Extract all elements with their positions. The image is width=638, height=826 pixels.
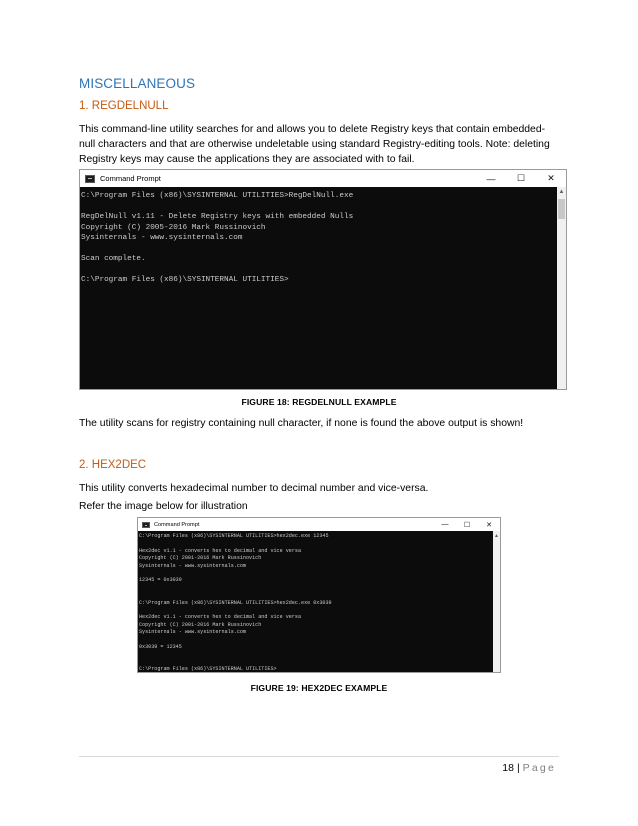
console-output — [138, 533, 493, 672]
console-line: C:\Program Files (x86)\SYSINTERNAL UTILITIES> — [139, 666, 277, 673]
heading-hex2dec: 2. HEX2DEC — [79, 459, 147, 471]
maximize-button[interactable]: ☐ — [463, 521, 471, 529]
window-controls — [434, 518, 500, 531]
console-line: C:\Program Files (x86)\SYSINTERNAL UTILITIES>hex2dec.exe 12345 — [139, 533, 329, 539]
figure-caption-19: FIGURE 19: HEX2DEC EXAMPLE — [250, 683, 388, 693]
console-line: Sysinternals - www.sysinternals.com — [139, 629, 246, 636]
minimize-button[interactable]: — — [486, 173, 496, 184]
console-line — [139, 585, 493, 592]
vertical-scrollbar[interactable] — [557, 187, 566, 389]
page-number: 18 — [502, 762, 514, 774]
scrollbar-thumb[interactable] — [558, 199, 565, 219]
regdelnull-command-prompt-window — [79, 169, 567, 390]
console-line: C:\Program Files (x86)\SYSINTERNAL UTILITIES>hex2dec.exe 0x3039 — [139, 599, 332, 606]
console-line — [139, 659, 493, 666]
window-title: Command Prompt — [100, 174, 161, 183]
console-line: C:\Program Files (x86)\SYSINTERNAL UTILITIES> — [81, 276, 289, 284]
section-title: MISCELLANEOUS — [79, 76, 196, 91]
minimize-button[interactable]: — — [441, 521, 449, 528]
cmd-icon — [142, 522, 150, 528]
description-line: Registry keys may cause the applications they are associated with to fail. — [79, 154, 415, 165]
hex2dec-command-prompt-window — [137, 517, 501, 673]
page-separator: | — [516, 762, 520, 774]
description-line: null characters and that are otherwise undeletable using standard Registry-editing tools. Note: deleting — [79, 139, 550, 150]
heading-regdelnull: 1. REGDELNULL — [79, 100, 169, 112]
regdelnull-description — [79, 122, 579, 167]
console-line: 12345 = 0x3039 — [139, 577, 182, 584]
vertical-scrollbar[interactable] — [493, 531, 500, 672]
console-line — [81, 244, 557, 255]
scroll-up-icon[interactable]: ▲ — [558, 189, 565, 195]
maximize-button[interactable]: ☐ — [516, 173, 526, 183]
console-line — [139, 637, 493, 644]
console-line: C:\Program Files (x86)\SYSINTERNAL UTILITIES>RegDelNull.exe — [81, 192, 354, 200]
console-line — [139, 607, 493, 614]
window-titlebar[interactable] — [80, 170, 566, 187]
console-output — [80, 191, 557, 389]
console-line — [139, 652, 493, 659]
console-line: Sysinternals - www.sysinternals.com — [139, 562, 246, 569]
close-button[interactable]: ✕ — [486, 521, 492, 529]
scroll-up-icon[interactable]: ▲ — [494, 533, 499, 539]
console-line: Scan complete. — [81, 255, 146, 263]
console-line — [139, 570, 493, 577]
console-line: Hex2dec v1.1 - converts hex to decimal and vice versa — [139, 614, 302, 621]
cmd-icon — [85, 175, 95, 183]
page-label: Page — [522, 762, 556, 774]
console-line — [139, 592, 493, 599]
footer-divider — [79, 756, 559, 757]
window-titlebar[interactable] — [138, 518, 500, 531]
console-line: Sysinternals - www.sysinternals.com — [81, 234, 243, 242]
console-line: Copyright (C) 2001-2016 Mark Russinovich — [139, 621, 262, 628]
console-line: 0x3039 = 12345 — [139, 644, 182, 651]
page-footer — [502, 762, 556, 774]
hex2dec-description: This utility converts hexadecimal number to decimal number and vice-versa. — [79, 483, 429, 494]
window-title: Command Prompt — [154, 521, 200, 528]
window-controls — [476, 170, 566, 187]
console-line: Copyright (C) 2005-2016 Mark Russinovich — [81, 223, 266, 232]
console-line: Hex2dec v1.1 - converts hex to decimal and vice versa — [139, 547, 302, 554]
console-line — [81, 202, 557, 213]
regdelnull-note: The utility scans for registry containing null character, if none is found the above output is shown! — [79, 418, 524, 429]
console-line: RegDelNull v1.11 - Delete Registry keys with embedded Nulls — [81, 213, 354, 221]
console-line: Copyright (C) 2001-2016 Mark Russinovich — [139, 555, 262, 562]
console-line — [81, 265, 557, 276]
description-line: This command-line utility searches for and allows you to delete Registry keys that contain embedded- — [79, 124, 546, 135]
hex2dec-refer-text: Refer the image below for illustration — [79, 501, 248, 512]
figure-caption-18: FIGURE 18: REGDELNULL EXAMPLE — [241, 397, 397, 407]
console-line — [139, 540, 493, 547]
close-button[interactable]: ✕ — [547, 173, 555, 183]
